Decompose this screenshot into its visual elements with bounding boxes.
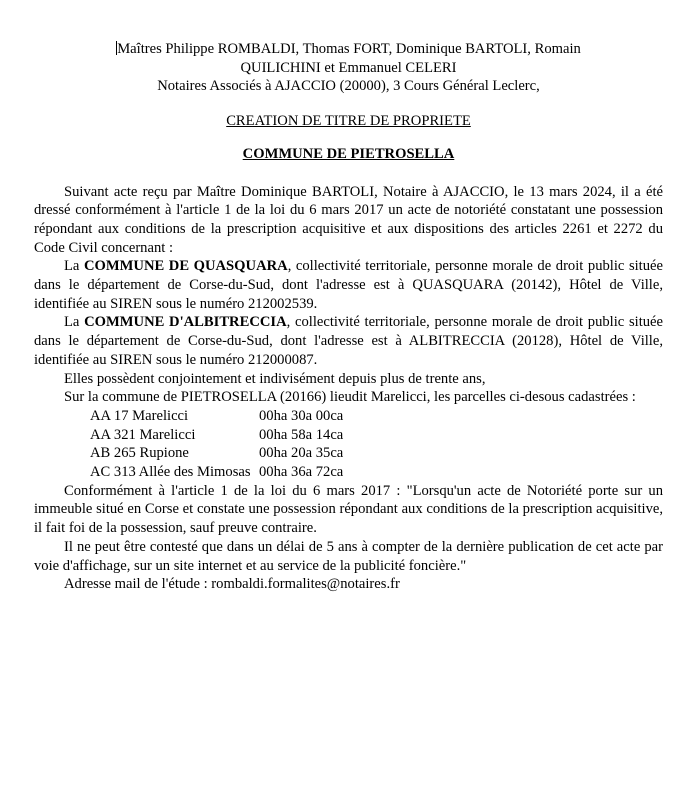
paragraph-commune-intro-text: Sur la commune de PIETROSELLA (20166) lieudit Marelicci, les parcelles ci-desous cadastrées :	[64, 389, 636, 406]
paragraph-conformement	[34, 482, 663, 538]
parcel-row	[90, 444, 663, 463]
header-line-1	[34, 40, 663, 59]
header-line-2	[34, 59, 663, 78]
paragraph-quasquara	[34, 257, 663, 313]
quasquara-rest: , collectivité territoriale, personne morale de droit public située dans le département de Corse-du-Sud, dont l'adresse est à QUASQUARA (20142), Hôtel de Ville, identifiée au SIREN sous le numéro 212002539.	[34, 258, 663, 312]
paragraph-commune-intro	[34, 388, 663, 407]
paragraph-conteste	[34, 538, 663, 575]
parcel-list	[90, 407, 663, 482]
albitreccia-prefix: La	[64, 314, 85, 331]
parcel-area: 00ha 30a 00ca	[259, 407, 344, 424]
header-line-3	[34, 77, 663, 96]
title-creation-text: CREATION DE TITRE DE PROPRIETE	[226, 113, 471, 130]
parcel-ref: AB 265 Rupione	[90, 445, 189, 462]
paragraph-intro-text: Suivant acte reçu par Maître Dominique BARTOLI, Notaire à AJACCIO, le 13 mars 2024, il a été dressé conformément à l'article 1 de la loi du 6 mars 2017 un acte de notoriété constatant une possession répondant aux conditions de la prescription acquisitive et aux dispositions des articles 2261 et 2272 du Code Civil concernant :	[34, 183, 663, 256]
parcel-row	[90, 426, 663, 445]
document-body	[34, 183, 663, 594]
header-line-1-text: Maîtres Philippe ROMBALDI, Thomas FORT, Dominique BARTOLI, Romain	[117, 41, 581, 57]
parcel-ref: AA 17 Marelicci	[90, 407, 189, 424]
albitreccia-rest: , collectivité territoriale, personne morale de droit public située dans le département de Corse-du-Sud, dont l'adresse est à ALBITRECCIA (20128), Hôtel de Ville, identifiée au SIREN sous le numéro 212000087.	[34, 314, 664, 368]
parcel-area: 00ha 36a 72ca	[259, 464, 344, 481]
quasquara-commune-name: COMMUNE DE QUASQUARA	[83, 258, 288, 275]
parcel-ref: AC 313 Allée des Mimosas	[90, 464, 251, 481]
paragraph-albitreccia	[34, 313, 663, 369]
paragraph-email	[34, 575, 663, 594]
title-creation	[34, 112, 663, 131]
parcel-area: 00ha 20a 35ca	[259, 445, 344, 462]
paragraph-intro	[34, 183, 663, 258]
header-line-2-text: QUILICHINI et Emmanuel CELERI	[240, 59, 457, 76]
quasquara-prefix: La	[64, 258, 84, 275]
parcel-ref: AA 321 Marelicci	[90, 426, 196, 443]
paragraph-email-text: Adresse mail de l'étude : rombaldi.formalites@notaires.fr	[64, 576, 400, 593]
title-commune-text: COMMUNE DE PIETROSELLA	[242, 145, 455, 162]
title-commune	[34, 145, 663, 164]
parcel-area: 00ha 58a 14ca	[259, 426, 344, 443]
parcel-row	[90, 463, 663, 482]
paragraph-conteste-text: Il ne peut être contesté que dans un délai de 5 ans à compter de la dernière publication de cet acte par voie d'affichage, sur un site internet et au service de la publicité foncière."	[34, 538, 663, 574]
header-block	[34, 40, 663, 96]
albitreccia-commune-name: COMMUNE D'ALBITRECCIA	[84, 314, 287, 331]
paragraph-conformement-text: Conformément à l'article 1 de la loi du 6 mars 2017 : "Lorsqu'un acte de Notoriété porte sur un immeuble situé en Corse et constate une possession répondant aux conditions de la prescription acquisitive, il fait foi de la possession, sauf preuve contraire.	[34, 482, 663, 537]
paragraph-possession-text: Elles possèdent conjointement et indivisément depuis plus de trente ans,	[64, 370, 486, 387]
parcel-row	[90, 407, 663, 426]
paragraph-possession	[34, 370, 663, 389]
header-line-3-text: Notaires Associés à AJACCIO (20000), 3 Cours Général Leclerc,	[157, 78, 540, 95]
